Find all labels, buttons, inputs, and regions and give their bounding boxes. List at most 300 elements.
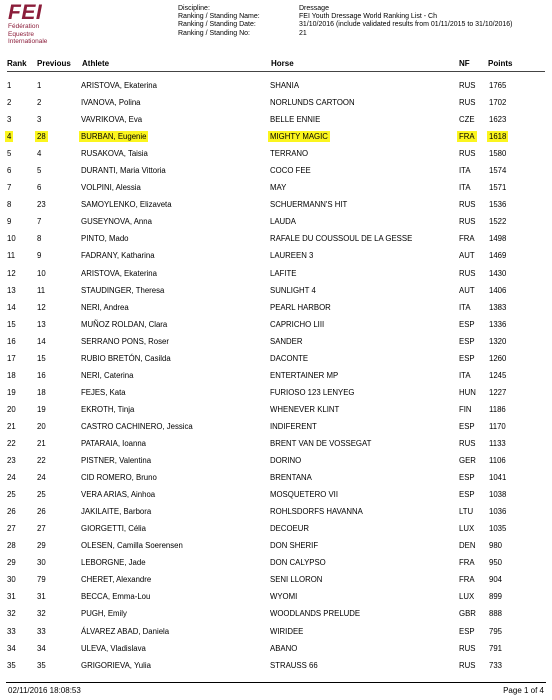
points-cell xyxy=(489,333,529,350)
table-row xyxy=(0,230,529,247)
athlete-cell-text: SAMOYLENKO, Elizaveta xyxy=(81,200,172,210)
previous-cell xyxy=(37,537,81,554)
points-cell-text: 1623 xyxy=(489,115,507,125)
nf-cell-text: ESP xyxy=(459,473,475,483)
horse-cell-text: WOODLANDS PRELUDE xyxy=(270,609,361,619)
nf-cell xyxy=(459,418,489,435)
nf-cell-text: FRA xyxy=(459,132,475,142)
athlete-cell-text: OLESEN, Camilla Soerensen xyxy=(81,541,183,551)
previous-cell xyxy=(37,401,81,418)
table-row xyxy=(0,640,529,657)
rank-cell-text: 28 xyxy=(7,541,16,551)
points-cell-text: 1406 xyxy=(489,285,507,295)
athlete-cell-text: CID ROMERO, Bruno xyxy=(81,473,157,483)
table-row xyxy=(0,213,529,230)
rank-cell xyxy=(0,179,37,196)
previous-cell-text: 2 xyxy=(37,98,42,108)
horse-cell-text: CAPRICHO LIII xyxy=(270,319,325,329)
meta-row xyxy=(178,13,513,21)
previous-cell xyxy=(37,94,81,111)
table-row xyxy=(0,384,529,401)
previous-cell-text: 3 xyxy=(37,115,42,125)
header-previous: Previous xyxy=(37,59,71,68)
points-cell-text: 733 xyxy=(489,660,503,670)
nf-cell-text: LTU xyxy=(459,507,474,517)
rank-cell-text: 2 xyxy=(7,98,12,108)
athlete-cell-text: NERI, Caterina xyxy=(81,370,134,380)
horse-cell-text: BRENT VAN DE VOSSEGAT xyxy=(270,439,372,448)
points-cell xyxy=(489,162,529,179)
previous-cell xyxy=(37,503,81,520)
previous-cell-text: 16 xyxy=(37,370,46,380)
horse-cell-text: BRENTANA xyxy=(270,473,312,483)
athlete-cell-text: GIORGETTI, Célia xyxy=(81,524,146,534)
previous-cell xyxy=(37,179,81,196)
table-row xyxy=(0,605,529,622)
table-row xyxy=(0,247,529,264)
nf-cell xyxy=(459,77,489,94)
nf-cell-text: ITA xyxy=(459,370,471,380)
athlete-cell-text: BURBAN, Eugenie xyxy=(81,132,147,142)
previous-cell xyxy=(37,435,81,452)
horse-cell xyxy=(270,588,459,605)
rank-cell xyxy=(0,350,37,367)
previous-cell-text: 79 xyxy=(37,575,46,585)
nf-cell xyxy=(459,179,489,196)
rank-cell xyxy=(0,588,37,605)
points-cell-text: 1133 xyxy=(489,439,506,448)
athlete-cell-text: ARISTOVA, Ekaterina xyxy=(81,81,157,91)
horse-cell-text: DORINO xyxy=(270,456,302,466)
previous-cell-text: 15 xyxy=(37,353,46,363)
fei-logo-sub-3: Internationale xyxy=(8,38,48,45)
nf-cell-text: RUS xyxy=(459,98,476,108)
points-cell-text: 1041 xyxy=(489,473,507,483)
previous-cell xyxy=(37,111,81,128)
previous-cell xyxy=(37,605,81,622)
rank-cell-text: 12 xyxy=(7,268,16,278)
header-nf: NF xyxy=(459,59,470,68)
athlete-cell xyxy=(81,316,270,333)
previous-cell-text: 4 xyxy=(37,149,42,159)
horse-cell-text: LAFITE xyxy=(270,268,297,278)
previous-cell-text: 28 xyxy=(37,132,46,142)
rank-cell-text: 26 xyxy=(7,507,16,517)
nf-cell xyxy=(459,384,489,401)
points-cell-text: 1038 xyxy=(489,490,507,500)
horse-cell-text: DECOEUR xyxy=(270,524,309,534)
athlete-cell xyxy=(81,247,270,264)
points-cell-text: 1522 xyxy=(489,217,507,227)
previous-cell xyxy=(37,213,81,230)
points-cell xyxy=(489,623,529,640)
horse-cell xyxy=(270,333,459,350)
nf-cell xyxy=(459,213,489,230)
rank-cell xyxy=(0,265,37,282)
table-row xyxy=(0,401,529,418)
previous-cell-text: 7 xyxy=(37,217,42,227)
nf-cell xyxy=(459,469,489,486)
athlete-cell xyxy=(81,299,270,316)
horse-cell-text: TERRANO xyxy=(270,149,309,159)
points-cell-text: 1536 xyxy=(489,200,507,210)
nf-cell xyxy=(459,128,489,145)
nf-cell-text: RUS xyxy=(459,643,476,653)
rank-cell xyxy=(0,384,37,401)
rank-cell-text: 22 xyxy=(7,439,16,448)
horse-cell xyxy=(270,520,459,537)
nf-cell-text: RUS xyxy=(459,200,476,210)
nf-cell xyxy=(459,333,489,350)
rank-cell-text: 3 xyxy=(7,115,12,125)
nf-cell xyxy=(459,503,489,520)
table-row xyxy=(0,623,529,640)
nf-cell-text: RUS xyxy=(459,439,476,448)
athlete-cell xyxy=(81,486,270,503)
points-cell xyxy=(489,571,529,588)
previous-cell-text: 30 xyxy=(37,558,46,568)
nf-cell xyxy=(459,452,489,469)
points-cell xyxy=(489,282,529,299)
nf-cell xyxy=(459,623,489,640)
rank-cell xyxy=(0,418,37,435)
rank-cell xyxy=(0,657,37,674)
header-horse: Horse xyxy=(271,59,294,68)
points-cell-text: 888 xyxy=(489,609,503,619)
ranking-table xyxy=(0,77,529,674)
meta-row xyxy=(178,21,513,29)
previous-cell-text: 9 xyxy=(37,251,42,261)
fei-logo-sub-2: Equestre xyxy=(8,30,35,38)
horse-cell xyxy=(270,623,459,640)
rank-cell xyxy=(0,282,37,299)
horse-cell xyxy=(270,418,459,435)
athlete-cell-text: LEBORGNE, Jade xyxy=(81,558,146,568)
horse-cell-text: DON CALYPSO xyxy=(270,558,326,568)
athlete-cell xyxy=(81,537,270,554)
athlete-cell xyxy=(81,265,270,282)
athlete-cell-text: RUBIO BRETÓN, Casilda xyxy=(81,353,171,363)
athlete-cell-text: PATARAIA, Ioanna xyxy=(81,439,147,448)
athlete-cell-text: EKROTH, Tinja xyxy=(81,404,135,414)
points-cell xyxy=(489,196,529,213)
horse-cell-text: SHANIA xyxy=(270,81,300,91)
previous-cell-text: 20 xyxy=(37,421,46,431)
nf-cell-text: AUT xyxy=(459,285,475,295)
athlete-cell xyxy=(81,350,270,367)
nf-cell xyxy=(459,605,489,622)
athlete-cell-text: VOLPINI, Alessia xyxy=(81,183,141,193)
table-row xyxy=(0,657,529,674)
athlete-cell-text: GUSEYNOVA, Anna xyxy=(81,217,152,227)
horse-cell xyxy=(270,571,459,588)
nf-cell-text: RUS xyxy=(459,217,476,227)
nf-cell-text: ESP xyxy=(459,421,475,431)
points-cell xyxy=(489,486,529,503)
table-row xyxy=(0,520,529,537)
table-row xyxy=(0,111,529,128)
previous-cell xyxy=(37,196,81,213)
table-row xyxy=(0,282,529,299)
nf-cell-text: LUX xyxy=(459,524,475,534)
rank-cell-text: 6 xyxy=(7,166,12,176)
previous-cell xyxy=(37,247,81,264)
points-cell xyxy=(489,213,529,230)
table-row xyxy=(0,435,529,452)
athlete-cell xyxy=(81,605,270,622)
athlete-cell-text: PINTO, Mado xyxy=(81,234,129,244)
nf-cell xyxy=(459,435,489,452)
rank-cell xyxy=(0,145,37,162)
points-cell-text: 1320 xyxy=(489,336,507,346)
athlete-cell-text: ARISTOVA, Ekaterina xyxy=(81,268,157,278)
nf-cell-text: ITA xyxy=(459,166,471,176)
rank-cell xyxy=(0,623,37,640)
rank-cell-text: 17 xyxy=(7,353,16,363)
horse-cell xyxy=(270,537,459,554)
athlete-cell xyxy=(81,418,270,435)
horse-cell-text: LAUREEN 3 xyxy=(270,251,314,261)
table-row xyxy=(0,333,529,350)
athlete-cell-text: CHERET, Alexandre xyxy=(81,575,152,585)
athlete-cell-text: MUÑOZ ROLDAN, Clara xyxy=(81,319,168,329)
nf-cell-text: CZE xyxy=(459,115,475,125)
horse-cell xyxy=(270,435,459,452)
athlete-cell xyxy=(81,196,270,213)
fei-logo xyxy=(8,3,78,47)
athlete-cell xyxy=(81,94,270,111)
horse-cell-text: SANDER xyxy=(270,336,303,346)
points-cell-text: 1260 xyxy=(489,353,507,363)
table-row xyxy=(0,486,529,503)
header-rank: Rank xyxy=(7,59,27,68)
points-cell xyxy=(489,452,529,469)
athlete-cell xyxy=(81,435,270,452)
previous-cell xyxy=(37,469,81,486)
horse-cell-text: WHENEVER KLINT xyxy=(270,404,340,414)
table-row xyxy=(0,554,529,571)
nf-cell-text: ITA xyxy=(459,183,471,193)
rank-cell-text: 8 xyxy=(7,200,12,210)
horse-cell-text: INDIFERENT xyxy=(270,421,317,431)
previous-cell-text: 14 xyxy=(37,336,46,346)
horse-cell xyxy=(270,486,459,503)
horse-cell xyxy=(270,145,459,162)
horse-cell xyxy=(270,316,459,333)
meta-row xyxy=(178,5,513,13)
nf-cell-text: ESP xyxy=(459,353,475,363)
nf-cell-text: RUS xyxy=(459,660,476,670)
athlete-cell xyxy=(81,128,270,145)
points-cell-text: 1580 xyxy=(489,149,507,159)
meta-label: Ranking / Standing No: xyxy=(178,29,250,37)
athlete-cell xyxy=(81,401,270,418)
athlete-cell xyxy=(81,640,270,657)
nf-cell-text: DEN xyxy=(459,541,476,551)
meta-label: Ranking / Standing Name: xyxy=(178,13,260,21)
nf-cell-text: FIN xyxy=(459,404,472,414)
athlete-cell-text: STAUDINGER, Theresa xyxy=(81,285,165,295)
nf-cell-text: ITA xyxy=(459,302,471,312)
nf-cell xyxy=(459,571,489,588)
rank-cell-text: 13 xyxy=(7,285,16,295)
previous-cell-text: 13 xyxy=(37,319,46,329)
points-cell-text: 1035 xyxy=(489,524,507,534)
previous-cell-text: 35 xyxy=(37,660,46,670)
rank-cell xyxy=(0,486,37,503)
points-cell xyxy=(489,128,529,145)
previous-cell-text: 34 xyxy=(37,643,46,653)
rank-cell xyxy=(0,162,37,179)
athlete-cell xyxy=(81,282,270,299)
points-cell-text: 1618 xyxy=(489,132,507,142)
athlete-cell-text: NERI, Andrea xyxy=(81,302,129,312)
nf-cell-text: RUS xyxy=(459,149,476,159)
nf-cell-text: LUX xyxy=(459,592,475,602)
nf-cell xyxy=(459,247,489,264)
athlete-cell xyxy=(81,554,270,571)
previous-cell xyxy=(37,333,81,350)
rank-cell xyxy=(0,128,37,145)
fei-logo-sub-1: Fédération xyxy=(8,23,40,30)
rank-cell-text: 20 xyxy=(7,404,16,414)
nf-cell xyxy=(459,486,489,503)
nf-cell-text: HUN xyxy=(459,387,476,397)
nf-cell-text: GER xyxy=(459,456,476,466)
horse-cell-text: DACONTE xyxy=(270,353,309,363)
rank-cell xyxy=(0,401,37,418)
previous-cell xyxy=(37,588,81,605)
previous-cell xyxy=(37,162,81,179)
nf-cell xyxy=(459,230,489,247)
previous-cell xyxy=(37,657,81,674)
previous-cell xyxy=(37,350,81,367)
previous-cell xyxy=(37,520,81,537)
athlete-cell-text: BECCA, Emma-Lou xyxy=(81,592,151,602)
rank-cell xyxy=(0,520,37,537)
rank-cell xyxy=(0,537,37,554)
rank-cell-text: 33 xyxy=(7,626,16,636)
points-cell xyxy=(489,537,529,554)
athlete-cell-text: IVANOVA, Polina xyxy=(81,98,141,108)
athlete-cell-text: JAKILAITE, Barbora xyxy=(81,507,152,517)
athlete-cell-text: FEJES, Kata xyxy=(81,387,126,397)
horse-cell xyxy=(270,128,459,145)
previous-cell-text: 10 xyxy=(37,268,46,278)
points-cell xyxy=(489,605,529,622)
rank-cell-text: 19 xyxy=(7,387,16,397)
rank-cell-text: 7 xyxy=(7,183,12,193)
previous-cell-text: 19 xyxy=(37,404,46,414)
nf-cell xyxy=(459,640,489,657)
athlete-cell-text: PISTNER, Valentina xyxy=(81,456,152,466)
previous-cell xyxy=(37,282,81,299)
rank-cell-text: 18 xyxy=(7,370,16,380)
rank-cell xyxy=(0,213,37,230)
points-cell xyxy=(489,145,529,162)
horse-cell xyxy=(270,179,459,196)
nf-cell-text: FRA xyxy=(459,575,475,585)
horse-cell xyxy=(270,94,459,111)
table-row xyxy=(0,316,529,333)
points-cell-text: 1383 xyxy=(489,302,507,312)
horse-cell-text: ABANO xyxy=(270,643,298,653)
table-row xyxy=(0,418,529,435)
header-points: Points xyxy=(488,59,513,68)
rank-cell-text: 5 xyxy=(7,149,12,159)
horse-cell xyxy=(270,213,459,230)
athlete-cell xyxy=(81,162,270,179)
previous-cell xyxy=(37,623,81,640)
points-cell-text: 1227 xyxy=(489,387,507,397)
meta-value: 31/10/2016 (include validated results from 01/11/2015 to 31/10/2016) xyxy=(299,21,513,29)
points-cell xyxy=(489,401,529,418)
rank-cell xyxy=(0,435,37,452)
horse-cell xyxy=(270,554,459,571)
table-row xyxy=(0,469,529,486)
table-row xyxy=(0,537,529,554)
table-row xyxy=(0,94,529,111)
table-row xyxy=(0,299,529,316)
nf-cell xyxy=(459,350,489,367)
horse-cell xyxy=(270,401,459,418)
rank-cell xyxy=(0,77,37,94)
table-row xyxy=(0,265,529,282)
previous-cell xyxy=(37,299,81,316)
points-cell xyxy=(489,469,529,486)
previous-cell-text: 22 xyxy=(37,456,46,466)
previous-cell xyxy=(37,128,81,145)
athlete-cell-text: ULEVA, Vladislava xyxy=(81,643,146,653)
horse-cell-text: RAFALE DU COUSSOUL DE LA GESSE xyxy=(270,234,413,244)
rank-cell-text: 32 xyxy=(7,609,16,619)
nf-cell-text: RUS xyxy=(459,268,476,278)
points-cell-text: 904 xyxy=(489,575,503,585)
points-cell-text: 1702 xyxy=(489,98,507,108)
athlete-cell-text: PUGH, Emily xyxy=(81,609,127,619)
horse-cell xyxy=(270,230,459,247)
header-athlete: Athlete xyxy=(82,59,110,68)
horse-cell xyxy=(270,350,459,367)
points-cell xyxy=(489,111,529,128)
points-cell xyxy=(489,230,529,247)
horse-cell-text: NORLUNDS CARTOON xyxy=(270,98,355,108)
previous-cell-text: 26 xyxy=(37,507,46,517)
athlete-cell xyxy=(81,503,270,520)
rank-cell-text: 27 xyxy=(7,524,16,534)
rank-cell xyxy=(0,452,37,469)
previous-cell xyxy=(37,265,81,282)
points-cell-text: 791 xyxy=(489,643,503,653)
nf-cell-text: ESP xyxy=(459,319,475,329)
meta-label: Discipline: xyxy=(178,5,210,12)
athlete-cell xyxy=(81,588,270,605)
horse-cell xyxy=(270,265,459,282)
points-cell-text: 899 xyxy=(489,592,503,602)
horse-cell xyxy=(270,640,459,657)
horse-cell xyxy=(270,111,459,128)
points-cell xyxy=(489,367,529,384)
rank-cell-text: 21 xyxy=(7,421,16,431)
nf-cell-text: GBR xyxy=(459,609,476,619)
points-cell-text: 1036 xyxy=(489,507,507,517)
nf-cell xyxy=(459,367,489,384)
horse-cell-text: ROHLSDORFS HAVANNA xyxy=(270,507,363,517)
points-cell-text: 1574 xyxy=(489,166,507,176)
athlete-cell-text: VERA ARIAS, Ainhoa xyxy=(81,490,156,500)
meta-label: Ranking / Standing Date: xyxy=(178,21,256,29)
rank-cell-text: 14 xyxy=(7,302,16,312)
